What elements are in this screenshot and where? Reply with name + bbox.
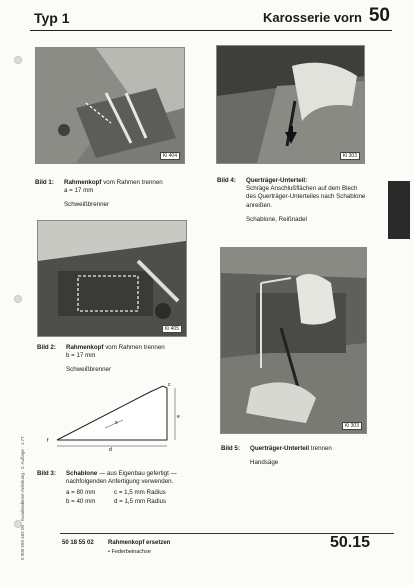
photo-bild5: [220, 247, 367, 434]
caption-bild2-tool: Schweißbrenner: [66, 366, 112, 374]
header-chapter-number: 50: [368, 5, 390, 26]
photo-bild4: [216, 45, 365, 164]
caption-bild4-line2: des Querträger-Unterteiles nach Schablone: [246, 193, 366, 201]
photo-bild2-tag: Ki 405: [162, 325, 182, 333]
photo-bild4-image: [217, 46, 364, 163]
caption-bild3-label: Bild 3:: [37, 470, 56, 477]
caption-bild4-title: Querträger-Unterteil:: [246, 177, 308, 184]
photo-bild5-tag: Ki 303: [342, 422, 362, 430]
caption-bild1-dimension: a = 17 mm: [64, 187, 94, 195]
photo-bild2-image: [38, 221, 186, 336]
template-dim-c: c: [168, 382, 171, 388]
caption-bild5: [221, 445, 386, 467]
template-dim-d: d: [109, 447, 112, 453]
footer-code: 50 18 55 02: [62, 540, 94, 546]
caption-bild1-tool: Schweißbrenner: [64, 201, 110, 209]
header-section-title: Karosserie vorn: [263, 10, 362, 25]
footer-subtitle: • Federbeinachse: [108, 549, 151, 555]
template-dim-f: f: [47, 438, 49, 444]
section-thumb-tab: [388, 181, 410, 239]
caption-bild4-tools: Schablone, Reißnadel: [246, 215, 307, 223]
caption-bild2-label: Bild 2:: [37, 344, 56, 351]
photo-bild4-tag: Ki 303: [340, 152, 360, 160]
caption-bild2-dimension: b = 17 mm: [66, 352, 96, 360]
template-drawing: [45, 378, 193, 453]
caption-bild4-line3: anreißen.: [246, 201, 273, 209]
caption-bild5-tool: Handsäge: [250, 459, 279, 467]
punch-hole: [14, 295, 22, 303]
header-divider: [30, 30, 392, 31]
caption-bild3-row2-right: d = 1,5 mm Radius: [114, 497, 167, 505]
template-dim-e: e: [177, 414, 180, 420]
caption-bild2: [37, 344, 197, 375]
photo-bild1-image: [36, 48, 184, 163]
caption-bild5-title: Querträger-Unterteil: [250, 445, 310, 452]
caption-bild3: [37, 470, 197, 506]
caption-bild2-title-rest: vom Rahmen trennen: [103, 344, 165, 351]
template-drawing-svg: [45, 378, 193, 453]
caption-bild1-title-rest: vom Rahmen trennen: [101, 179, 163, 186]
caption-bild2-title: Rahmenkopf: [66, 344, 104, 351]
caption-bild3-row2-left: b = 40 mm: [66, 497, 96, 505]
header-left-title: Typ 1: [34, 10, 70, 26]
caption-bild3-row1-left: a = 80 mm: [66, 489, 96, 497]
caption-bild5-title-rest: trennen: [309, 445, 332, 452]
caption-bild3-title-rest: — aus Eigenbau gefertigt —: [97, 470, 177, 477]
caption-bild5-label: Bild 5:: [221, 445, 240, 452]
caption-bild4: [217, 177, 382, 224]
photo-bild5-image: [221, 248, 366, 433]
caption-bild4-label: Bild 4:: [217, 177, 236, 184]
caption-bild1-label: Bild 1:: [35, 179, 54, 186]
caption-bild4-line1: Schräge Anschlußflächen auf dem Blech: [246, 185, 358, 193]
photo-bild1-tag: Ki 404: [160, 152, 180, 160]
photo-bild2: [37, 220, 187, 337]
photo-bild1: [35, 47, 185, 164]
punch-hole: [14, 56, 22, 64]
template-dim-x: x: [115, 420, 118, 426]
caption-bild3-title: Schablone: [66, 470, 98, 477]
caption-bild1-title: Rahmenkopf: [64, 179, 102, 186]
side-print-note: 0 900 550 465 00 · Kundendienst-Anleitung · 2. Auflage · 1.77: [20, 436, 25, 560]
caption-bild3-row1-right: c = 1,5 mm Radius: [114, 489, 166, 497]
footer-title: Rahmenkopf ersetzen: [108, 540, 171, 546]
caption-bild3-line2: nachfolgenden Anfertigung verwenden.: [66, 478, 174, 486]
caption-bild1: [35, 179, 195, 210]
page-number: 50.15: [329, 534, 370, 551]
